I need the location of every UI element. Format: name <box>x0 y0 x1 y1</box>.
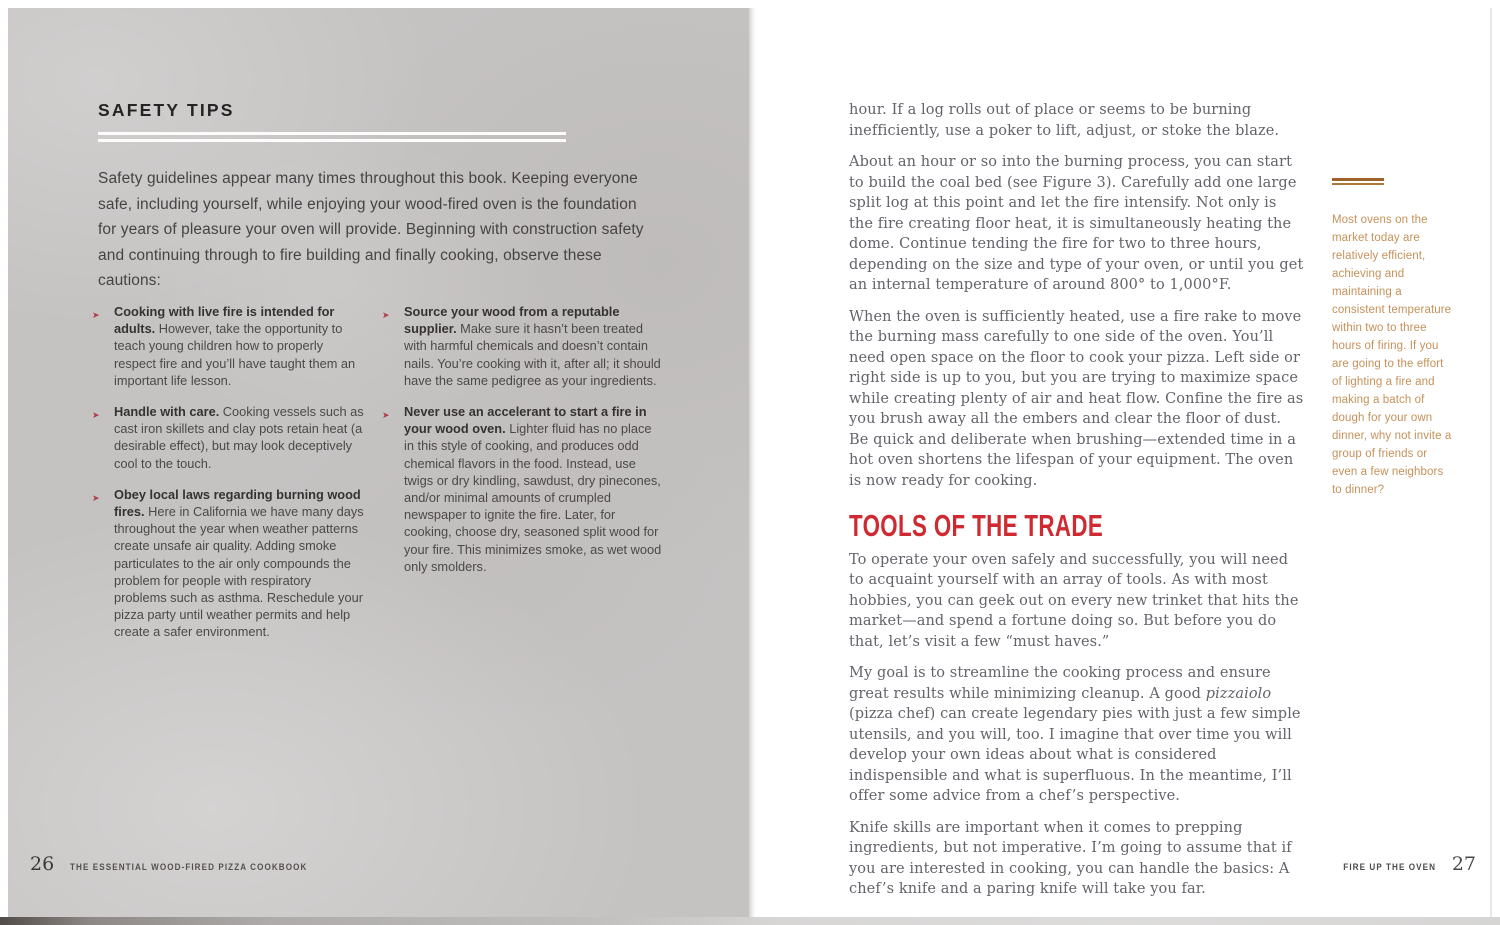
safety-intro-paragraph: Safety guidelines appear many times throughout this book. Keeping everyone safe, including yourself, while enjoying your wood-fired oven is the foundation for years of pleasure your oven will provide. Beginning with construction safety and continuing through to fire building and finally cooking, observe these cautions: <box>98 170 644 289</box>
arrow-bullet-icon: ➤ <box>92 492 100 503</box>
bullet-rest: Cooking vessels such as cast iron skillets and clay pots retain heat (a desirable effect), but may look deceptively cool to the touch. <box>114 404 364 471</box>
arrow-bullet-icon: ➤ <box>92 410 100 421</box>
bullet-rest: However, take the opportunity to teach young children how to properly respect fire and you’ll have taught them an important life lesson. <box>114 321 356 388</box>
list-item <box>382 303 664 389</box>
sidebar-note-text: Most ovens on the market today are relatively efficient, achieving and maintaining a consistent temperature within two to three hours of firing. If you are going to the effort of lighting a fire and making a batch of dough for your own dinner, why not invite a group of friends or even a few neighbors to dinner? <box>1332 214 1452 496</box>
bullet-text <box>114 486 364 641</box>
italic-term: pizzaiolo <box>1205 685 1272 702</box>
bullet-text <box>114 303 364 389</box>
arrow-bullet-icon: ➤ <box>92 310 100 320</box>
paragraph-segment: (pizza chef) can create legendary pies with just a few simple utensils, and you will, too. I imagine that over time you will develop your own ideas about what is considered indispensible and what is superfluous. In the meantime, I’ll offer some advice from a chef’s perspective. <box>849 706 1301 804</box>
body-paragraph: To operate your oven safely and successfully, you will need to acquaint yourself with an array of tools. As with most hobbies, you can geek out on every new trinket that hits the market—and spend a fortune doing so. But before you do that, let’s visit a few “must haves.” <box>849 551 1299 650</box>
bullet-rest: Here in California we have many days throughout the year when weather patterns create unsafe air quality. Adding smoke particulates to the air only compounds the problem for people with respiratory problems such as asthma. Reschedule your pizza party until weather permits and help create a safer environment. <box>114 504 364 640</box>
body-paragraph: Knife skills are important when it comes to prepping ingredients, but not imperative. I’m going to assume that if you are interested in cooking, you can handle the basics: A chef’s knife and a paring knife will take you far. <box>849 819 1292 897</box>
list-item <box>382 403 664 575</box>
right-page <box>749 8 1492 917</box>
bullet-column-2 <box>382 303 664 589</box>
bullet-column-1 <box>92 303 364 655</box>
paragraph-segment: My goal is to streamline the cooking process and ensure great results while minimizing cleanup. A good <box>849 665 1271 702</box>
body-paragraph: When the oven is sufficiently heated, use a fire rake to move the burning mass carefully to one side of the oven. You’ll need open space on the floor to cook your pizza. Left side or right side is up to you, but you are trying to maximize space while creating plenty of air and heat flow. Confine the fire as you brush away all the embers and clear the floor of dust. Be quick and deliberate when brushing—extended time in a hot oven shortens the lifespan of your equipment. The oven is now ready for cooking. <box>849 308 1304 489</box>
bullet-text <box>114 403 364 472</box>
safety-tips-heading: SAFETY TIPS <box>98 100 235 120</box>
body-paragraph: hour. If a log rolls out of place or seems to be burning inefficiently, use a poker to lift, adjust, or stoke the blaze. <box>849 102 1280 139</box>
main-text-column <box>849 100 1305 911</box>
left-page-footer <box>30 853 334 875</box>
margin-note-sidebar <box>1332 178 1454 499</box>
bullet-lead: Cooking with live fire is intended for adults. <box>114 304 335 337</box>
left-page <box>8 8 749 917</box>
bullet-rest: Make sure it hasn’t been treated with harmful chemicals and doesn’t contain nails. You’re cooking with it, after all; it should have the same pedigree as your ingredients. <box>404 321 661 388</box>
footer-chapter-title: FIRE UP THE OVEN <box>1343 862 1436 872</box>
book-bottom-edge <box>0 917 1500 925</box>
arrow-bullet-icon: ➤ <box>382 310 390 320</box>
bullet-text <box>404 303 664 389</box>
right-page-footer <box>1333 853 1476 875</box>
arrow-bullet-icon: ➤ <box>382 410 390 421</box>
page-number-right: 27 <box>1451 853 1476 875</box>
footer-book-title: THE ESSENTIAL WOOD-FIRED PIZZA COOKBOOK <box>70 862 308 872</box>
page-number-left: 26 <box>30 853 55 875</box>
body-paragraph <box>849 663 1305 807</box>
bullet-lead: Handle with care. <box>114 404 220 420</box>
bullet-text <box>404 403 664 575</box>
list-item <box>92 303 364 389</box>
list-item <box>92 486 364 641</box>
tools-of-the-trade-heading: TOOLS OF THE TRADE <box>849 508 1104 543</box>
sidebar-double-rule <box>1332 178 1384 185</box>
bullet-lead: Obey local laws regarding burning wood fires. <box>114 486 361 520</box>
body-paragraph: About an hour or so into the burning process, you can start to build the coal bed (see Figure 3). Carefully add one large split log at this point and let the fire intensify. Not only is the fire creating floor heat, it is simultaneously heating the dome. Continue tending the fire for two to three hours, depending on the size and type of your oven, or until you get an internal temperature of around 800° to 1,000°F. <box>849 154 1304 293</box>
list-item <box>92 403 364 472</box>
bullet-rest: Lighter fluid has no place in this style of cooking, and produces odd chemical flavors in the food. Instead, use twigs or dry kindling, sawdust, dry pinecones, and/or minimal amounts of crumpled newspaper to ignite the fire. Later, for cooking, choose dry, seasoned split wood for your fire. This minimizes smoke, as wet wood only smolders. <box>404 421 662 574</box>
bullet-lead: Source your wood from a reputable supplier. <box>404 304 620 337</box>
heading-double-rule <box>98 132 566 142</box>
bullet-lead: Never use an accelerant to start a fire in your wood oven. <box>404 404 647 437</box>
